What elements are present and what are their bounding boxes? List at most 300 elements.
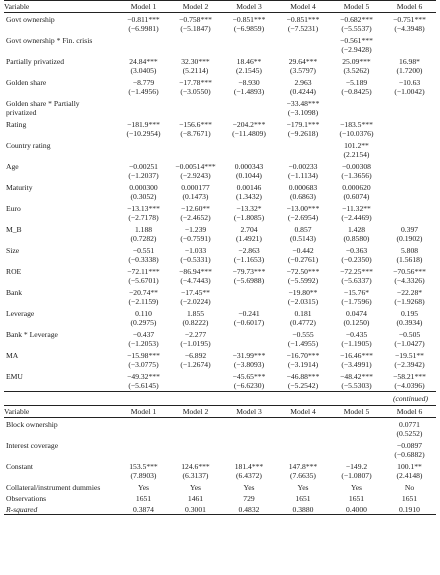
coefficient-cell: −79.73***	[232, 267, 266, 276]
coefficient-cell: 0.110	[135, 309, 152, 318]
table-row-stat	[4, 471, 436, 481]
t-stat-cell: (−2.3942)	[394, 360, 425, 369]
t-stat-cell: (0.7282)	[130, 234, 157, 243]
row-label: Euro	[6, 204, 21, 213]
t-stat-cell: (0.1044)	[236, 171, 262, 180]
row-label: MA	[6, 351, 19, 360]
footer-value: 0.4000	[346, 505, 367, 514]
t-stat-cell: (−3.0775)	[128, 360, 159, 369]
t-stat-cell: (−1.4956)	[128, 87, 159, 96]
coefficient-cell: −13.00***	[286, 204, 320, 213]
table-row-stat	[4, 87, 436, 97]
t-stat-cell: (−10.0376)	[339, 129, 374, 138]
row-label-continuation	[4, 339, 118, 349]
coefficient-cell	[276, 139, 330, 150]
t-stat-cell	[169, 450, 222, 460]
t-stat-cell: (0.8580)	[343, 234, 370, 243]
t-stat-cell: (−2.4469)	[341, 213, 372, 222]
coefficient-cell	[383, 34, 436, 45]
t-stat-cell	[118, 108, 169, 118]
coefficient-cell: −45.65***	[232, 372, 266, 381]
coefficient-cell: −0.851***	[286, 15, 320, 24]
t-stat-cell: (−5.6988)	[233, 276, 265, 285]
row-label: ROE	[6, 267, 22, 276]
coefficient-cell	[222, 97, 276, 108]
t-stat-cell: (0.5252)	[396, 429, 423, 438]
t-stat-cell	[222, 450, 276, 460]
coefficient-cell: −1.239	[184, 225, 207, 234]
coefficient-cell: 18.46**	[236, 57, 262, 66]
footer-value: Yes	[137, 483, 150, 492]
table-row	[4, 76, 436, 87]
footer-value: 1651	[295, 494, 311, 503]
row-label: Rating	[6, 120, 27, 129]
coefficient-cell: −13.13***	[127, 204, 160, 213]
t-stat-cell	[383, 171, 436, 181]
t-stat-cell	[383, 129, 436, 139]
coefficient-cell	[118, 34, 169, 45]
footer-value: Yes	[350, 483, 363, 492]
t-stat-cell: (−0.5331)	[180, 255, 211, 264]
t-stat-cell: (−1.1653)	[233, 255, 265, 264]
t-stat-cell: (−4.7443)	[180, 276, 211, 285]
table-row-stat	[4, 360, 436, 370]
footer-label: Collateral/instrument dummies	[6, 483, 101, 492]
row-label-continuation	[4, 255, 118, 265]
row-label: Partially privatized	[6, 57, 64, 66]
coefficient-cell: 0.000683	[288, 183, 318, 192]
coefficient-cell: 2.704	[240, 225, 258, 234]
t-stat-cell: (−4.0396)	[394, 381, 425, 390]
t-stat-cell: (7.6635)	[290, 471, 316, 480]
t-stat-cell: (6.4372)	[236, 471, 262, 480]
t-stat-cell: (2.2154)	[343, 150, 370, 159]
table-row-stat	[4, 171, 436, 181]
coefficient-cell: −0.555	[292, 330, 314, 339]
t-stat-cell: (0.4772)	[290, 318, 316, 327]
t-stat-cell	[169, 429, 222, 439]
table-header-row	[4, 1, 436, 13]
t-stat-cell: (−1.0195)	[180, 339, 211, 348]
t-stat-cell: (−0.6017)	[233, 318, 265, 327]
t-stat-cell: (2.4148)	[396, 471, 423, 480]
t-stat-cell: (0.3934)	[396, 318, 423, 327]
row-label-continuation	[4, 66, 118, 76]
t-stat-cell	[276, 150, 330, 160]
coefficient-cell: 25.09***	[342, 57, 371, 66]
t-stat-cell: (−3.4991)	[341, 360, 372, 369]
t-stat-cell: (3.5797)	[290, 66, 316, 75]
coefficient-cell	[276, 439, 330, 450]
row-label-continuation: privatized	[6, 108, 37, 117]
t-stat-cell	[222, 429, 276, 439]
table-row	[4, 97, 436, 108]
coefficient-cell: 147.8***	[288, 462, 318, 471]
t-stat-cell: (1.4921)	[236, 234, 262, 243]
row-label-continuation	[4, 24, 118, 34]
t-stat-cell: (−0.6882)	[394, 450, 425, 459]
coefficient-cell: −6.892	[184, 351, 207, 360]
coefficient-cell: 100.1**	[397, 462, 422, 471]
t-stat-cell	[222, 297, 276, 307]
coefficient-cell: −13.32*	[236, 204, 262, 213]
coefficient-cell: −0.437	[132, 330, 155, 339]
t-stat-cell: (1.7200)	[396, 66, 423, 75]
table-footer-stats	[4, 481, 436, 515]
coefficient-cell: −46.88***	[286, 372, 320, 381]
coefficient-cell: −183.5***	[340, 120, 373, 129]
t-stat-cell: (1.5618)	[396, 255, 423, 264]
coefficient-cell: −49.32***	[127, 372, 160, 381]
table-row-stat	[4, 339, 436, 349]
t-stat-cell: (−3.1914)	[287, 360, 319, 369]
t-stat-cell: (−1.9268)	[394, 297, 425, 306]
coefficient-cell	[222, 34, 276, 45]
table-row-stat	[4, 129, 436, 139]
table-row	[4, 307, 436, 318]
coefficient-cell: 153.5***	[129, 462, 158, 471]
row-label: Govt ownership	[6, 15, 55, 24]
t-stat-cell: (−0.2350)	[341, 255, 372, 264]
t-stat-cell: (−1.1905)	[341, 339, 372, 348]
coefficient-cell: −20.74**	[129, 288, 158, 297]
coefficient-cell: −19.80**	[288, 288, 318, 297]
footer-label: Observations	[6, 494, 47, 503]
footer-value: 0.4832	[238, 505, 260, 514]
t-stat-cell: (−0.7591)	[180, 234, 211, 243]
footer-value: 0.3874	[133, 505, 154, 514]
t-stat-cell: (7.8903)	[130, 471, 157, 480]
coefficient-cell: 0.181	[294, 309, 312, 318]
footer-value: Yes	[189, 483, 202, 492]
coefficient-cell: −181.9***	[127, 120, 160, 129]
coefficient-cell: −5.189	[345, 78, 368, 87]
coefficient-cell: −48.42***	[340, 372, 373, 381]
column-header-model-3: Model 3	[236, 2, 262, 11]
table-row-stat	[4, 108, 436, 118]
coefficient-cell: −10.63	[398, 78, 421, 87]
coefficient-cell: −0.435	[345, 330, 368, 339]
t-stat-cell	[169, 108, 222, 118]
row-label-continuation	[4, 129, 118, 139]
t-stat-cell: (−2.6954)	[287, 213, 319, 222]
coefficient-cell: −8.779	[132, 78, 155, 87]
table-row-stat	[4, 450, 436, 460]
coefficient-cell: −12.60**	[181, 204, 210, 213]
t-stat-cell: (1.3432)	[236, 192, 262, 201]
t-stat-cell	[330, 429, 383, 439]
table-row-stat	[4, 45, 436, 55]
table-row	[4, 460, 436, 471]
t-stat-cell	[276, 429, 330, 439]
coefficient-cell: −72.11***	[127, 267, 160, 276]
row-label: EMU	[6, 372, 23, 381]
column-header-variable: Variable	[4, 2, 30, 11]
t-stat-cell: (−2.9428)	[341, 45, 372, 54]
t-stat-cell	[330, 450, 383, 460]
t-stat-cell: (−1.0042)	[394, 87, 425, 96]
table-row-stat	[4, 234, 436, 244]
column-header-model-2: Model 2	[182, 2, 209, 11]
coefficient-cell: 124.6***	[181, 462, 210, 471]
coefficient-cell	[169, 97, 222, 108]
coefficient-cell: −179.1***	[286, 120, 320, 129]
t-stat-cell: (−2.9243)	[180, 171, 211, 180]
coefficient-cell: 0.000620	[342, 183, 371, 192]
coefficient-cell: 0.00146	[236, 183, 262, 192]
row-label: Interest coverage	[6, 441, 59, 450]
table-row	[4, 55, 436, 66]
t-stat-cell: (−1.0807)	[341, 471, 372, 480]
coefficient-cell	[169, 139, 222, 150]
coefficient-cell: −22.28*	[396, 288, 423, 297]
row-label-continuation	[4, 381, 118, 391]
coefficient-cell	[169, 418, 222, 430]
t-stat-cell: (−5.6337)	[341, 276, 372, 285]
t-stat-cell: (−2.1159)	[128, 297, 159, 306]
coefficient-cell: −15.98***	[127, 351, 160, 360]
t-stat-cell	[383, 108, 436, 118]
coefficient-cell	[330, 439, 383, 450]
t-stat-cell	[383, 45, 436, 55]
row-label: Block ownership	[6, 420, 58, 429]
t-stat-cell: (0.3052)	[130, 192, 157, 201]
coefficient-cell: −0.851***	[232, 15, 266, 24]
t-stat-cell: (0.6074)	[343, 192, 370, 201]
t-stat-cell	[383, 192, 436, 202]
row-label: Country rating	[6, 141, 51, 150]
coefficient-cell: −0.505	[398, 330, 421, 339]
coefficient-cell: −31.99***	[232, 351, 266, 360]
coefficient-cell: −0.00514***	[175, 162, 216, 171]
column-header-model-5: Model 5	[343, 407, 370, 416]
table-row	[4, 13, 436, 25]
coefficient-cell	[222, 439, 276, 450]
row-label-continuation	[4, 297, 118, 307]
table-row	[4, 265, 436, 276]
coefficient-cell	[118, 439, 169, 450]
coefficient-cell	[383, 160, 436, 171]
footer-value: 0.3880	[292, 505, 314, 514]
row-label: Age	[6, 162, 19, 171]
t-stat-cell: (−5.2542)	[287, 381, 319, 390]
t-stat-cell: (6.3137)	[182, 471, 209, 480]
coefficient-cell: 0.000300	[129, 183, 158, 192]
t-stat-cell	[118, 45, 169, 55]
row-label-continuation	[4, 234, 118, 244]
table-row	[4, 118, 436, 129]
t-stat-cell: (0.2975)	[130, 318, 157, 327]
coefficient-cell: 101.2**	[344, 141, 369, 150]
t-stat-cell: (−0.2761)	[287, 255, 319, 264]
t-stat-cell: (−10.2954)	[126, 129, 161, 138]
row-label: Govt ownership * Fin. crisis	[6, 36, 93, 45]
row-label-continuation	[4, 213, 118, 223]
t-stat-cell: (−1.2037)	[128, 171, 159, 180]
t-stat-cell: (−8.7671)	[180, 129, 211, 138]
row-label-continuation	[4, 171, 118, 181]
coefficient-cell: 0.0474	[346, 309, 367, 318]
column-header-model-1: Model 1	[130, 407, 157, 416]
coefficient-cell: −70.56***	[393, 267, 426, 276]
row-label-continuation	[4, 471, 118, 481]
coefficient-cell: −17.45**	[181, 288, 210, 297]
row-label-continuation	[4, 87, 118, 97]
footer-value: 729	[243, 494, 255, 503]
t-stat-cell: (−5.5303)	[341, 381, 372, 390]
footer-value: 1651	[135, 494, 152, 503]
coefficient-cell: −72.25***	[340, 267, 373, 276]
footer-value: 0.1910	[399, 505, 420, 514]
coefficient-cell: −58.21***	[393, 372, 426, 381]
coefficient-cell: −0.00233	[288, 162, 318, 171]
t-stat-cell: (−6.6230)	[233, 381, 265, 390]
t-stat-cell: (−1.3656)	[341, 171, 372, 180]
t-stat-cell	[169, 45, 222, 55]
t-stat-cell: (−1.8085)	[233, 213, 265, 222]
t-stat-cell: (−3.8093)	[233, 360, 265, 369]
row-label-continuation	[4, 150, 118, 160]
t-stat-cell: (−5.5537)	[341, 24, 372, 33]
coefficient-cell	[383, 139, 436, 150]
t-stat-cell: (−6.9859)	[233, 24, 265, 33]
coefficient-cell: 0.000177	[181, 183, 210, 192]
t-stat-cell: (−1.1134)	[288, 171, 318, 180]
row-label: Bank	[6, 288, 23, 297]
t-stat-cell: (0.4244)	[290, 87, 316, 96]
footer-row	[4, 481, 436, 492]
t-stat-cell	[169, 150, 222, 160]
coefficient-cell	[169, 439, 222, 450]
t-stat-cell: (−0.8425)	[341, 87, 372, 96]
footer-value: 1651	[348, 494, 365, 503]
t-stat-cell: (−11.4809)	[232, 129, 266, 138]
t-stat-cell: (−1.0427)	[394, 339, 425, 348]
coefficient-cell: −0.751***	[393, 15, 426, 24]
coefficient-cell: −204.2***	[232, 120, 266, 129]
coefficient-cell: −19.51**	[395, 351, 424, 360]
t-stat-cell	[276, 45, 330, 55]
coefficient-cell: −156.6***	[179, 120, 212, 129]
t-stat-cell	[276, 450, 330, 460]
t-stat-cell: (−2.4652)	[180, 213, 211, 222]
column-header-variable: Variable	[4, 407, 30, 416]
table-row-stat	[4, 24, 436, 34]
table-header-row	[4, 406, 436, 418]
footer-value: 1651	[401, 494, 418, 503]
coefficient-cell	[222, 418, 276, 430]
t-stat-cell	[169, 381, 222, 391]
column-header-model-1: Model 1	[130, 2, 157, 11]
t-stat-cell: (0.1902)	[396, 234, 423, 243]
table-row	[4, 160, 436, 171]
coefficient-cell: −0.363	[345, 246, 368, 255]
t-stat-cell: (0.6863)	[290, 192, 316, 201]
t-stat-cell: (2.1545)	[236, 66, 262, 75]
t-stat-cell	[330, 108, 383, 118]
footer-value: 1461	[187, 494, 204, 503]
coefficient-cell: −0.241	[238, 309, 260, 318]
t-stat-cell	[118, 450, 169, 460]
t-stat-cell: (−1.7596)	[341, 297, 372, 306]
t-stat-cell: (−4.3948)	[394, 24, 425, 33]
coefficient-cell: −86.94***	[179, 267, 212, 276]
table-row	[4, 181, 436, 192]
column-header-model-5: Model 5	[343, 2, 370, 11]
coefficient-cell: 0.397	[400, 225, 419, 234]
column-header-model-4: Model 4	[290, 2, 316, 11]
table-row-stat	[4, 381, 436, 391]
coefficient-cell	[222, 286, 276, 297]
coefficient-cell: −0.551	[132, 246, 155, 255]
coefficient-cell	[169, 34, 222, 45]
footer-value: 0.3001	[185, 505, 206, 514]
table-row	[4, 244, 436, 255]
t-stat-cell: (−5.6701)	[128, 276, 159, 285]
t-stat-cell: (−1.2053)	[128, 339, 159, 348]
table-row-stat	[4, 213, 436, 223]
t-stat-cell: (−1.4893)	[233, 87, 265, 96]
row-label: Constant	[6, 462, 34, 471]
coefficient-cell: −33.48***	[286, 99, 320, 108]
column-header-model-4: Model 4	[290, 407, 316, 416]
coefficient-cell: 0.857	[294, 225, 312, 234]
coefficient-cell	[383, 202, 436, 213]
coefficient-cell: 1.855	[186, 309, 205, 318]
coefficient-cell	[222, 139, 276, 150]
regression-table-part2	[4, 405, 436, 515]
t-stat-cell: (−0.3338)	[128, 255, 159, 264]
t-stat-cell	[222, 45, 276, 55]
coefficient-cell: −16.46***	[340, 351, 373, 360]
t-stat-cell: (−4.3326)	[394, 276, 425, 285]
row-label-continuation	[4, 45, 118, 55]
t-stat-cell: (0.8222)	[182, 318, 209, 327]
table-row	[4, 139, 436, 150]
coefficient-cell	[276, 418, 330, 430]
table-row	[4, 370, 436, 381]
table-row-stat	[4, 429, 436, 439]
coefficient-cell	[330, 97, 383, 108]
footer-value: Yes	[297, 483, 309, 492]
coefficient-cell	[118, 97, 169, 108]
t-stat-cell: (−2.0315)	[287, 297, 319, 306]
t-stat-cell: (−5.1847)	[180, 24, 211, 33]
table-row	[4, 349, 436, 360]
coefficient-cell	[383, 97, 436, 108]
coefficient-cell	[276, 34, 330, 45]
row-label: Golden share * Partially	[6, 99, 80, 108]
coefficient-cell: 0.195	[400, 309, 419, 318]
coefficient-cell: 1.188	[134, 225, 153, 234]
row-label: Bank * Leverage	[6, 330, 58, 339]
coefficient-cell: −0.682***	[340, 15, 373, 24]
t-stat-cell	[118, 150, 169, 160]
coefficient-cell: 181.4***	[234, 462, 264, 471]
coefficient-cell: −0.00251	[129, 162, 158, 171]
column-header-model-6: Model 6	[396, 2, 423, 11]
t-stat-cell: (−3.1098)	[287, 108, 319, 117]
t-stat-cell: (3.5262)	[343, 66, 370, 75]
coefficient-cell	[330, 418, 383, 430]
table-row	[4, 34, 436, 45]
coefficient-cell: −0.758***	[179, 15, 212, 24]
coefficient-cell: −2.863	[238, 246, 260, 255]
table-row-stat	[4, 192, 436, 202]
t-stat-cell	[383, 213, 436, 223]
row-label-continuation	[4, 450, 118, 460]
coefficient-cell: −8.930	[238, 78, 260, 87]
